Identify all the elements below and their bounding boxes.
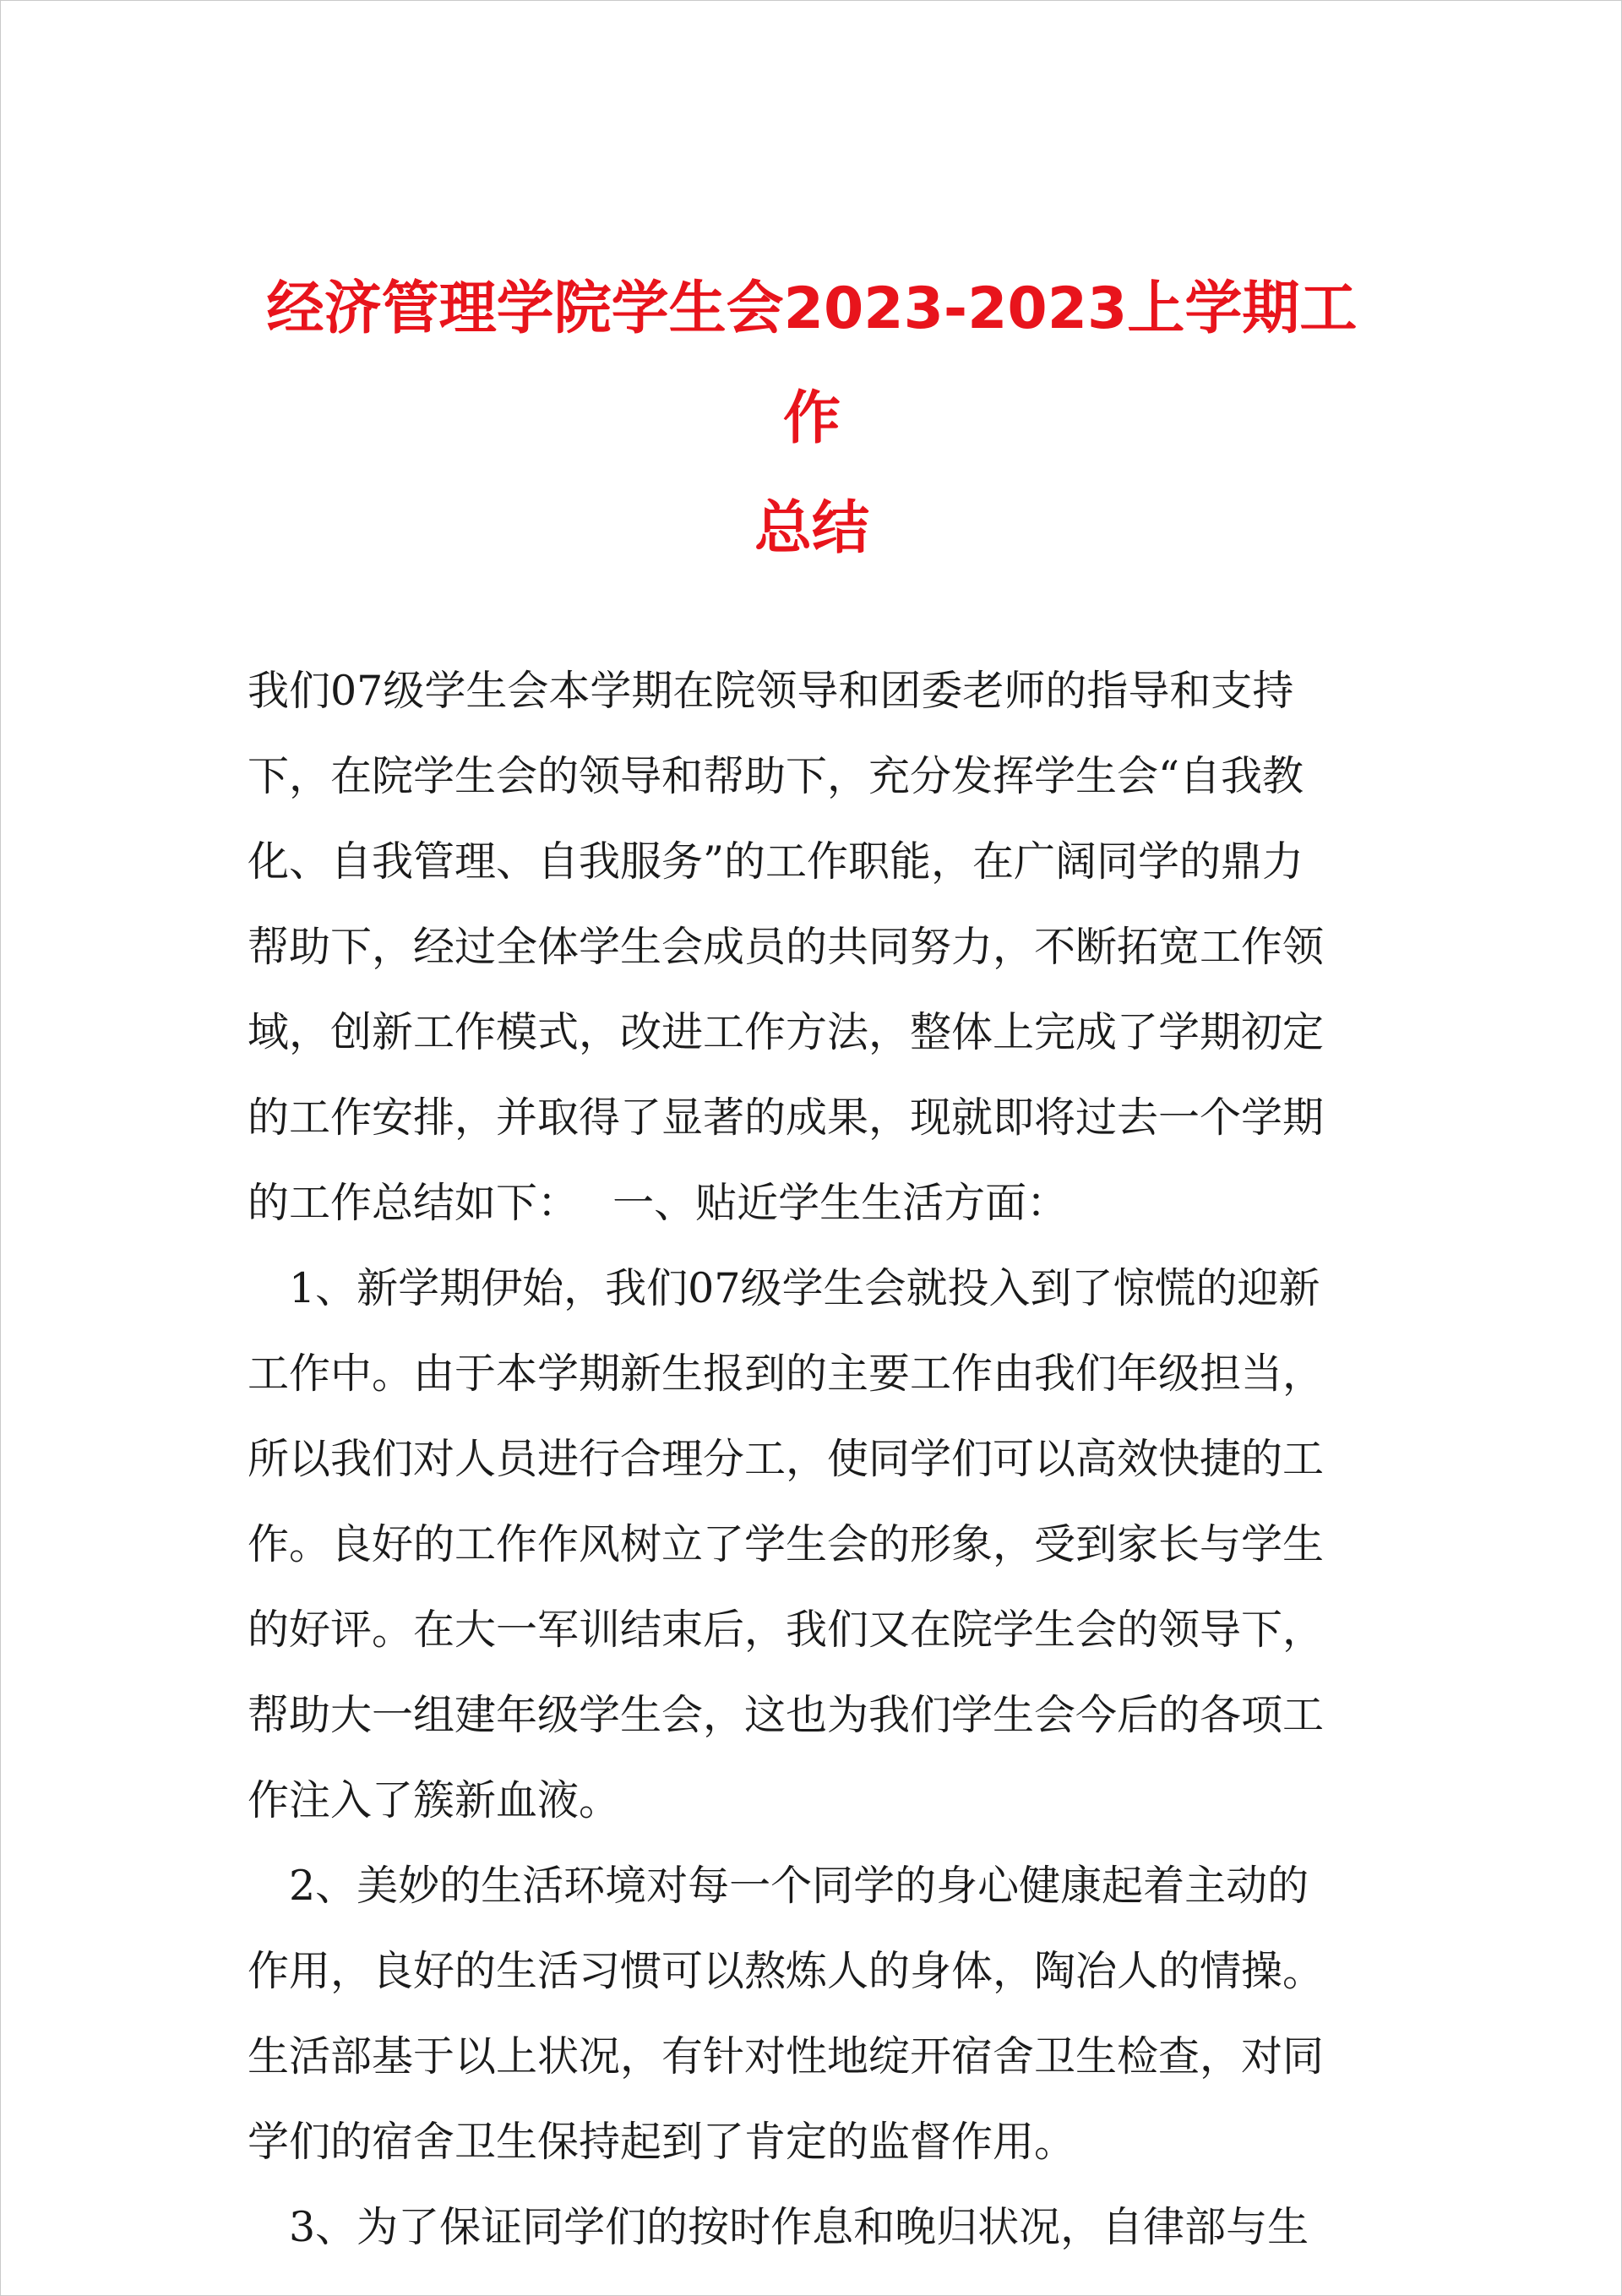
document-content bbox=[248, 254, 1376, 2270]
body-line: 的好评。在大一军训结束后，我们又在院学生会的领导下， bbox=[248, 1606, 1325, 1654]
body-line: 作用，良好的生活习惯可以熬炼人的身体，陶冶人的情操。 bbox=[248, 1947, 1325, 1995]
body-line: 的工作安排，并取得了显著的成果，现就即将过去一个学期 bbox=[248, 1093, 1325, 1142]
body-line: 帮助大一组建年级学生会，这也为我们学生会今后的各项工 bbox=[248, 1691, 1325, 1739]
document-title bbox=[248, 254, 1376, 584]
body-line: 作。良好的工作作风树立了学生会的形象，受到家长与学生 bbox=[248, 1520, 1325, 1568]
body-line: 工作中。由于本学期新生报到的主要工作由我们年级担当， bbox=[248, 1350, 1325, 1398]
body-line: 下，在院学生会的领导和帮助下，充分发挥学生会“自我教 bbox=[248, 752, 1304, 800]
body-line: 化、自我管理、自我服务”的工作职能，在广阔同学的鼎力 bbox=[248, 837, 1304, 886]
body-line: 帮助下，经过全体学生会成员的共同努力，不断拓宽工作领 bbox=[248, 923, 1325, 971]
document-body bbox=[248, 648, 1376, 2270]
body-line: 生活部基于以上状况，有针对性地绽开宿舍卫生检查，对同 bbox=[248, 2032, 1325, 2081]
body-line: 域，创新工作模式，改进工作方法，整体上完成了学期初定 bbox=[248, 1008, 1325, 1056]
body-line: 学们的宿舍卫生保持起到了肯定的监督作用。 bbox=[248, 2118, 1076, 2166]
body-line: 2、美妙的生活环境对每一个同学的身心健康起着主动的 bbox=[248, 1862, 1309, 1910]
body-line: 我们07级学生会本学期在院领导和团委老师的指导和支持 bbox=[248, 667, 1294, 715]
body-line: 3、为了保证同学们的按时作息和晚归状况，自律部与生 bbox=[248, 2203, 1309, 2251]
title-line-2: 总结 bbox=[754, 495, 869, 562]
body-line: 所以我们对人员进行合理分工，使同学们可以高效快捷的工 bbox=[248, 1435, 1325, 1483]
title-line-1: 经济管理学院学生会2023-2023上学期工作 bbox=[266, 275, 1358, 452]
body-line: 作注入了簇新血液。 bbox=[248, 1776, 621, 1824]
body-line: 的工作总结如下： 一、贴近学生生活方面： bbox=[248, 1179, 1069, 1227]
body-line: 1、新学期伊始，我们07级学生会就投入到了惊慌的迎新 bbox=[248, 1264, 1320, 1312]
